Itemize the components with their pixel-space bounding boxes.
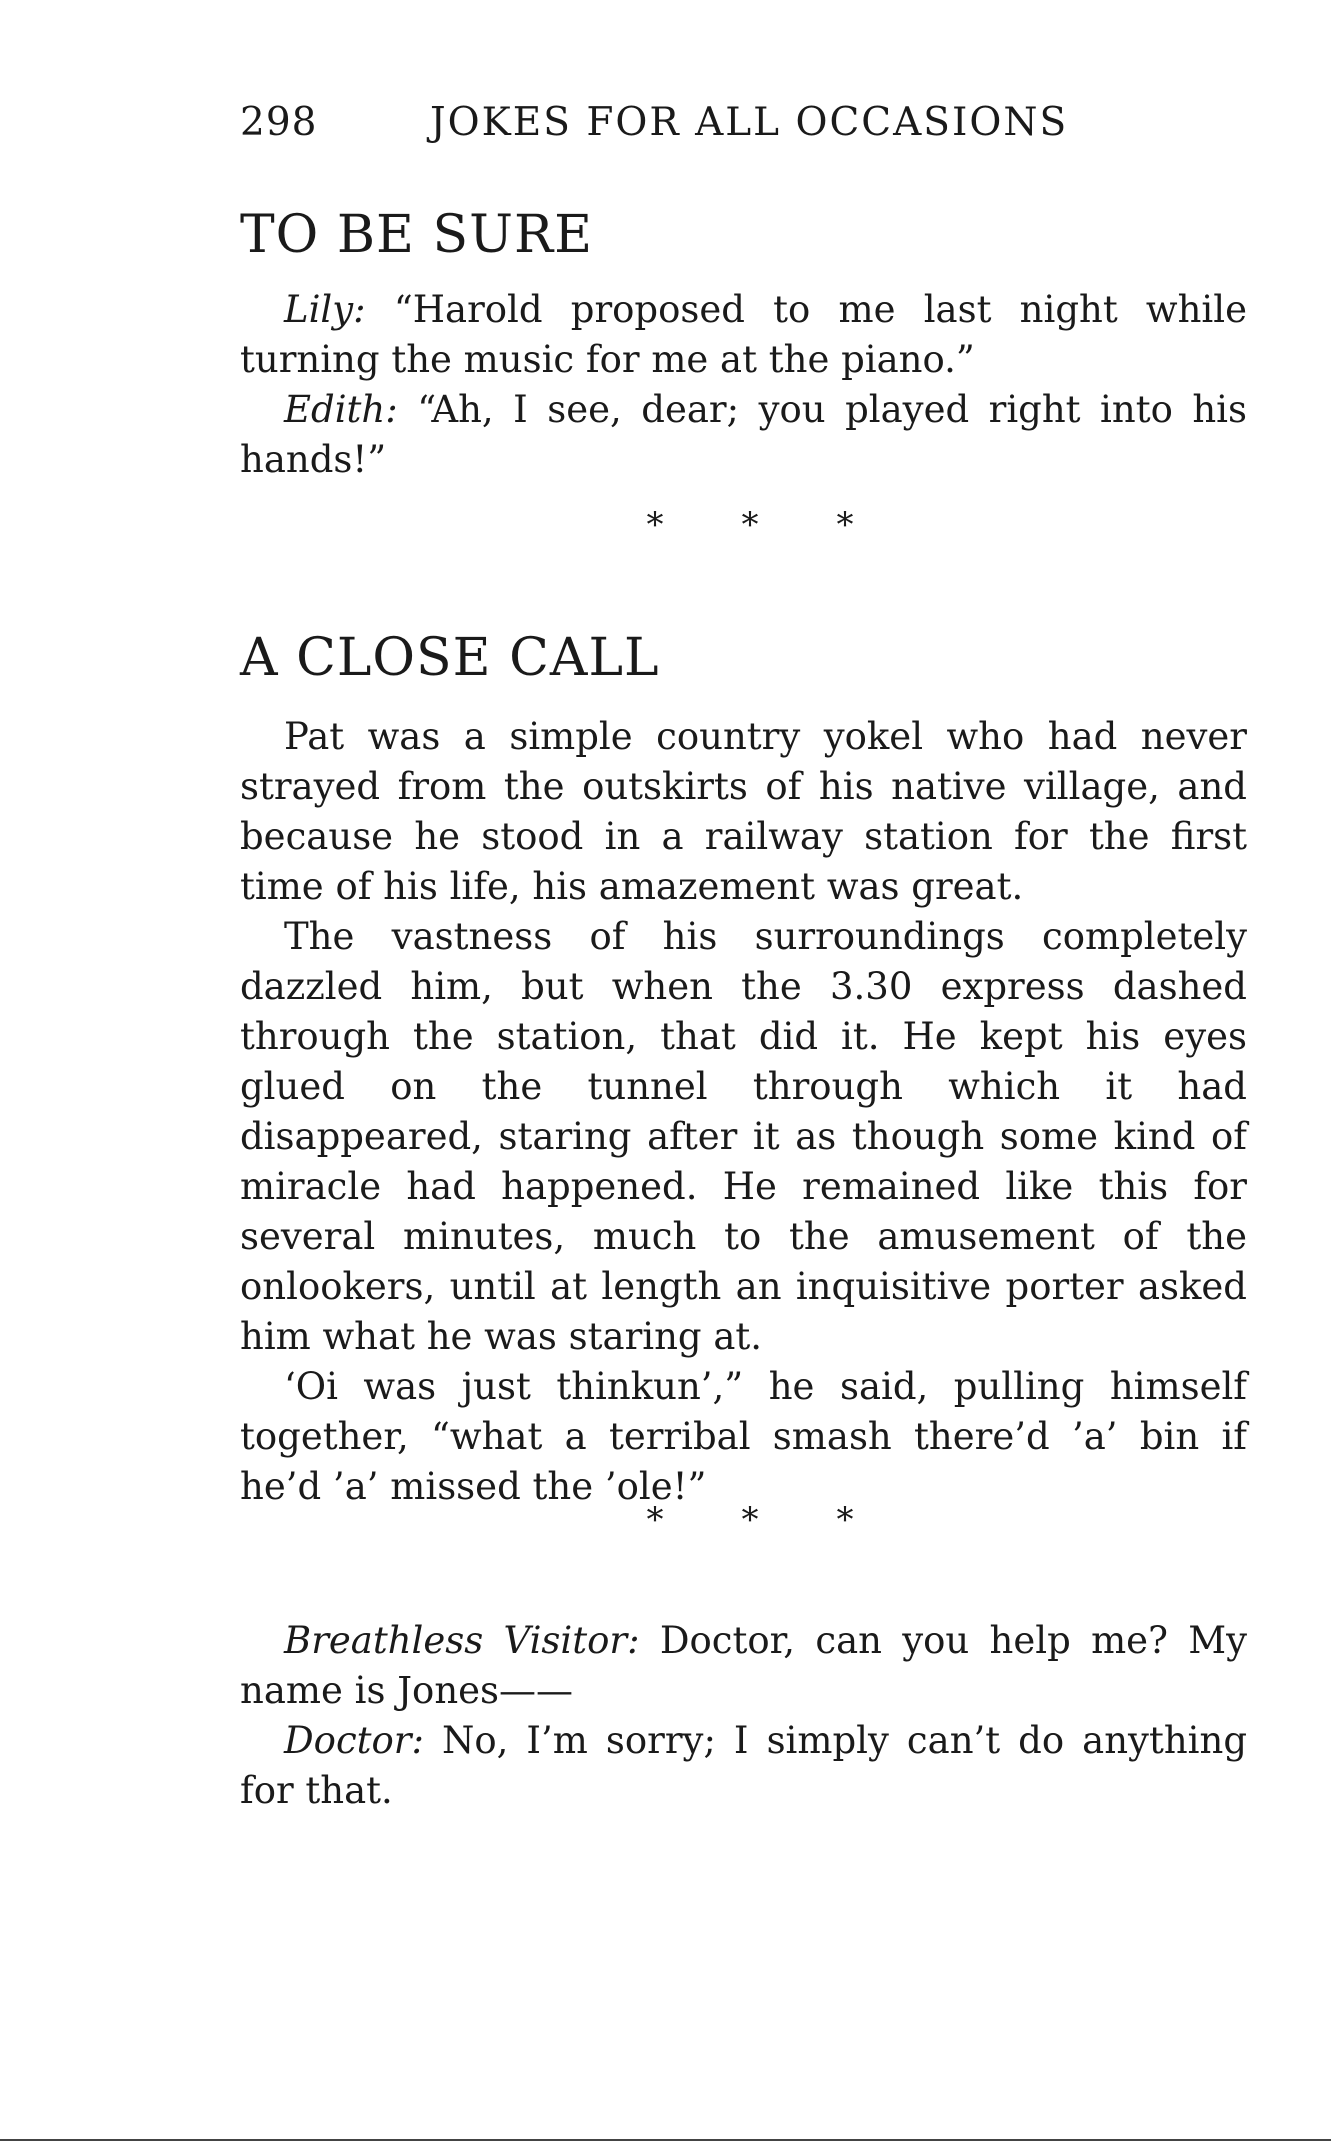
asterisk-mark: *	[741, 1500, 759, 1540]
dialogue-line	[240, 1616, 1247, 1716]
speaker-label: Edith:	[284, 388, 398, 431]
asterisk-mark: *	[646, 1500, 664, 1540]
page-number: 298	[240, 100, 318, 145]
dialogue-text: Doctor, can you help me? My name is Jones——	[240, 1619, 1247, 1712]
speaker-label: Doctor:	[284, 1719, 424, 1762]
joke-to-be-sure-body	[240, 285, 1247, 485]
joke-doctor-body	[240, 1616, 1247, 1816]
dialogue-text: No, I’m sorry; I simply can’t do anything for that.	[240, 1719, 1247, 1812]
asterisk-mark: *	[836, 505, 854, 545]
dialogue-line	[240, 285, 1247, 385]
section-separator	[640, 505, 860, 545]
page-edge-rule	[0, 2139, 1331, 2141]
joke-title-a-close-call: A CLOSE CALL	[240, 628, 660, 688]
asterisk-mark: *	[741, 505, 759, 545]
dialogue-line	[240, 385, 1247, 485]
paragraph: The vastness of his surroundings completely dazzled him, but when the 3.30 express dashed through the station, that did it. He kept his eyes glued on the tunnel through which it had disappeared, staring after it as though some kind of miracle had happened. He remained like this for several minutes, much to the amusement of the onlookers, until at length an inquisitive porter asked him what he was staring at.	[240, 915, 1247, 1358]
book-title: JOKES FOR ALL OCCASIONS	[430, 100, 1069, 145]
paragraph: ‘Oi was just thinkun’,” he said, pulling himself together, “what a terribal smash there’d ’a’ bin if he’d ’a’ missed the ’ole!”	[240, 1365, 1247, 1508]
section-separator	[640, 1500, 860, 1540]
asterisk-mark: *	[646, 505, 664, 545]
speaker-label: Breathless Visitor:	[284, 1619, 640, 1662]
joke-close-call-body	[240, 712, 1247, 1512]
asterisk-mark: *	[836, 1500, 854, 1540]
running-head	[240, 100, 1069, 156]
dialogue-text: “Harold proposed to me last night while turning the music for me at the piano.”	[240, 288, 1247, 381]
speaker-label: Lily:	[284, 288, 366, 331]
dialogue-line	[240, 1716, 1247, 1816]
paragraph: Pat was a simple country yokel who had never strayed from the outskirts of his native village, and because he stood in a railway station for the first time of his life, his amazement was great.	[240, 715, 1247, 908]
joke-title-to-be-sure: TO BE SURE	[240, 205, 594, 265]
dialogue-text: “Ah, I see, dear; you played right into his hands!”	[240, 388, 1247, 481]
